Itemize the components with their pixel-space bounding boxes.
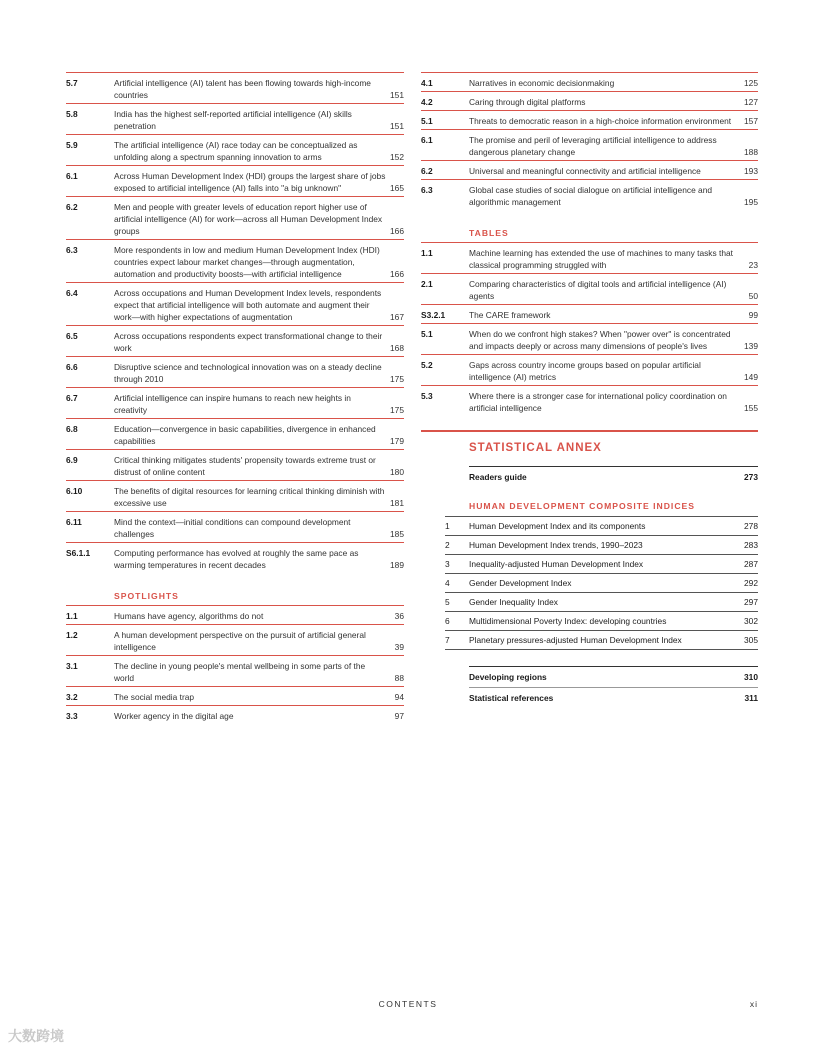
figure-page: 189 xyxy=(390,560,404,570)
index-number: 3 xyxy=(445,559,450,569)
spotlight-number: 1.1 xyxy=(66,611,78,621)
figure-entry[interactable] xyxy=(66,356,404,387)
spotlight-title: Universal and meaningful connectivity and artificial intelligence xyxy=(469,166,701,176)
index-entry[interactable] xyxy=(445,535,758,554)
spotlight-title: Global case studies of social dialogue on artificial intelligence and algorithmic management xyxy=(469,185,713,207)
developing-regions-entry[interactable] xyxy=(469,666,758,687)
readers-guide-entry[interactable] xyxy=(469,466,758,487)
figure-entry[interactable] xyxy=(66,480,404,511)
spotlights-heading: SPOTLIGHTS xyxy=(114,591,179,601)
figure-number: 6.8 xyxy=(66,424,78,434)
table-number: 2.1 xyxy=(421,279,433,289)
spotlight-number: 6.3 xyxy=(421,185,433,195)
figure-page: 166 xyxy=(390,226,404,236)
spotlight-number: 3.3 xyxy=(66,711,78,721)
table-entry[interactable] xyxy=(421,242,758,273)
spotlight-page: 193 xyxy=(744,166,758,176)
developing-regions-label: Developing regions xyxy=(469,672,547,682)
spotlight-title: Threats to democratic reason in a high-choice information environment xyxy=(469,116,732,126)
index-entry[interactable] xyxy=(445,630,758,649)
figure-title: More respondents in low and medium Human Development Index (HDI) countries expect labour market changes—through augmentation, automation and productivity boosts—with artificial intelligence xyxy=(114,245,380,279)
index-title: Multidimensional Poverty Index: developing countries xyxy=(469,616,667,626)
spotlight-entry[interactable] xyxy=(66,705,404,724)
table-page: 99 xyxy=(748,310,758,320)
figure-title: Across occupations respondents expect transformational change to their work xyxy=(114,331,383,353)
spotlight-page: 127 xyxy=(744,97,758,107)
table-title: The CARE framework xyxy=(469,310,551,320)
figure-title: Critical thinking mitigates students' propensity towards extreme trust or distrust of online content xyxy=(114,455,376,477)
figure-page: 151 xyxy=(390,90,404,100)
annex-extra-block xyxy=(421,666,758,708)
figure-page: 151 xyxy=(390,121,404,131)
spotlight-number: 4.1 xyxy=(421,78,433,88)
figure-page: 175 xyxy=(390,374,404,384)
index-page: 283 xyxy=(744,540,758,550)
table-number: 5.2 xyxy=(421,360,433,370)
figure-title: Artificial intelligence (AI) talent has been flowing towards high-income countries xyxy=(114,78,371,100)
spotlight-entry[interactable] xyxy=(421,72,758,91)
figure-page: 181 xyxy=(390,498,404,508)
figure-page: 166 xyxy=(390,269,404,279)
table-entry[interactable] xyxy=(421,304,758,323)
statistical-references-label: Statistical references xyxy=(469,693,554,703)
spotlight-title: The promise and peril of leveraging artificial intelligence to address dangerous planetary change xyxy=(469,135,717,157)
composite-indices-heading: HUMAN DEVELOPMENT COMPOSITE INDICES xyxy=(469,501,695,511)
spotlight-number: 1.2 xyxy=(66,630,78,640)
figure-number: 6.7 xyxy=(66,393,78,403)
spotlight-number: 3.1 xyxy=(66,661,78,671)
figure-entry[interactable] xyxy=(66,449,404,480)
spotlight-number: 3.2 xyxy=(66,692,78,702)
figure-number: 5.7 xyxy=(66,78,78,88)
figure-entry[interactable] xyxy=(66,511,404,542)
spotlight-page: 39 xyxy=(394,642,404,652)
figure-title: Education—convergence in basic capabilities, divergence in enhanced capabilities xyxy=(114,424,376,446)
figure-number: 5.8 xyxy=(66,109,78,119)
figure-number: 6.5 xyxy=(66,331,78,341)
spotlight-page: 97 xyxy=(394,711,404,721)
figure-title: Across Human Development Index (HDI) groups the largest share of jobs exposed to artificial intelligence (AI) falls into "a big unknown" xyxy=(114,171,386,193)
table-title: Machine learning has extended the use of machines to many tasks that classical programming struggled with xyxy=(469,248,733,270)
figure-page: 167 xyxy=(390,312,404,322)
index-entry[interactable] xyxy=(445,554,758,573)
statistical-annex-section xyxy=(421,430,758,708)
spotlight-page: 188 xyxy=(744,147,758,157)
spotlight-entry[interactable] xyxy=(421,129,758,160)
composite-indices-list xyxy=(421,516,758,649)
spotlight-number: 6.2 xyxy=(421,166,433,176)
index-number: 7 xyxy=(445,635,450,645)
index-page: 292 xyxy=(744,578,758,588)
index-page: 302 xyxy=(744,616,758,626)
table-title: When do we confront high stakes? When "power over" is concentrated and impacts deeply or across many dimensions of people's lives xyxy=(469,329,731,351)
spotlight-number: 6.1 xyxy=(421,135,433,145)
table-page: 155 xyxy=(744,403,758,413)
left-column xyxy=(66,72,404,724)
index-number: 4 xyxy=(445,578,450,588)
figure-page: 185 xyxy=(390,529,404,539)
table-title: Comparing characteristics of digital tools and artificial intelligence (AI) agents xyxy=(469,279,727,301)
table-page: 50 xyxy=(748,291,758,301)
figure-number: 6.3 xyxy=(66,245,78,255)
figure-number: S6.1.1 xyxy=(66,548,91,558)
figure-entry[interactable] xyxy=(66,134,404,165)
table-number: 1.1 xyxy=(421,248,433,258)
figure-entry[interactable] xyxy=(66,325,404,356)
figure-title: Artificial intelligence can inspire humans to reach new heights in creativity xyxy=(114,393,351,415)
index-number: 2 xyxy=(445,540,450,550)
index-page: 297 xyxy=(744,597,758,607)
figure-entry[interactable] xyxy=(66,282,404,325)
figure-title: Disruptive science and technological innovation was on a steady decline through 2010 xyxy=(114,362,382,384)
footer-page-number: xi xyxy=(749,999,758,1009)
index-entry[interactable] xyxy=(445,573,758,592)
index-title: Human Development Index trends, 1990–2023 xyxy=(469,540,643,550)
figure-page: 175 xyxy=(390,405,404,415)
figure-number: 5.9 xyxy=(66,140,78,150)
index-title: Gender Development Index xyxy=(469,578,572,588)
spotlight-title: Humans have agency, algorithms do not xyxy=(114,611,264,621)
figure-title: Computing performance has evolved at roughly the same pace as warming temperatures in recent decades xyxy=(114,548,359,570)
figures-list xyxy=(66,72,404,573)
spotlights-list xyxy=(66,605,404,724)
spotlight-number: 5.1 xyxy=(421,116,433,126)
tables-heading: TABLES xyxy=(469,228,509,238)
spotlight-title: Caring through digital platforms xyxy=(469,97,586,107)
footer-section-label: CONTENTS xyxy=(378,999,438,1009)
index-entry[interactable] xyxy=(445,516,758,535)
figure-entry[interactable] xyxy=(66,103,404,134)
spotlight-page: 88 xyxy=(394,673,404,683)
spotlight-page: 36 xyxy=(394,611,404,621)
figure-title: Across occupations and Human Development Index levels, respondents expect that artificial intelligence will both automate and augment their work—with higher expectations of augmentation xyxy=(114,288,382,322)
spotlight-entry[interactable] xyxy=(66,655,404,686)
figure-entry[interactable] xyxy=(66,239,404,282)
index-title: Gender Inequality Index xyxy=(469,597,558,607)
developing-regions-page: 310 xyxy=(744,672,758,682)
index-title: Human Development Index and its components xyxy=(469,521,646,531)
figure-number: 6.4 xyxy=(66,288,78,298)
readers-guide-page: 273 xyxy=(744,472,758,482)
spotlight-title: The decline in young people's mental wellbeing in some parts of the world xyxy=(114,661,366,683)
figure-page: 165 xyxy=(390,183,404,193)
figure-number: 6.9 xyxy=(66,455,78,465)
figure-number: 6.10 xyxy=(66,486,83,496)
index-number: 5 xyxy=(445,597,450,607)
index-page: 305 xyxy=(744,635,758,645)
index-page: 287 xyxy=(744,559,758,569)
table-page: 149 xyxy=(744,372,758,382)
figure-title: Men and people with greater levels of education report higher use of artificial intelligence (AI) for work—across all Human Development Index groups xyxy=(114,202,383,236)
spotlight-page: 157 xyxy=(744,116,758,126)
spotlight-entry[interactable] xyxy=(66,686,404,705)
table-entry[interactable] xyxy=(421,385,758,416)
spotlights-continued-list xyxy=(421,72,758,210)
index-number: 1 xyxy=(445,521,450,531)
spotlight-title: The social media trap xyxy=(114,692,195,702)
spotlight-entry[interactable] xyxy=(421,179,758,210)
spotlight-title: Worker agency in the digital age xyxy=(114,711,234,721)
figure-page: 152 xyxy=(390,152,404,162)
table-entry[interactable] xyxy=(421,354,758,385)
figure-number: 6.11 xyxy=(66,517,82,527)
statistical-annex-title: STATISTICAL ANNEX xyxy=(469,442,602,454)
table-number: 5.1 xyxy=(421,329,433,339)
tables-list xyxy=(421,242,758,416)
spotlight-title: A human development perspective on the pursuit of artificial general intelligence xyxy=(114,630,366,652)
figure-entry[interactable] xyxy=(66,72,404,103)
figure-number: 6.1 xyxy=(66,171,78,181)
spotlight-number: 4.2 xyxy=(421,97,433,107)
figure-title: Mind the context—initial conditions can compound development challenges xyxy=(114,517,351,539)
spotlight-entry[interactable] xyxy=(66,605,404,624)
table-number: 5.3 xyxy=(421,391,433,401)
readers-guide-label: Readers guide xyxy=(469,472,527,482)
figure-number: 6.6 xyxy=(66,362,78,372)
spotlight-page: 94 xyxy=(394,692,404,702)
watermark-logo: 大数跨境 xyxy=(8,1029,64,1045)
figure-entry[interactable] xyxy=(66,165,404,196)
table-title: Gaps across country income groups based on popular artificial intelligence (AI) metrics xyxy=(469,360,701,382)
spotlight-title: Narratives in economic decisionmaking xyxy=(469,78,615,88)
index-title: Inequality-adjusted Human Development Index xyxy=(469,559,644,569)
spotlight-page: 195 xyxy=(744,197,758,207)
figure-page: 179 xyxy=(390,436,404,446)
figure-entry[interactable] xyxy=(66,542,404,573)
figure-entry[interactable] xyxy=(66,418,404,449)
table-entry[interactable] xyxy=(421,273,758,304)
spotlight-entry[interactable] xyxy=(421,110,758,129)
table-entry[interactable] xyxy=(421,323,758,354)
statistical-references-entry[interactable] xyxy=(469,687,758,708)
statistical-references-page: 311 xyxy=(744,693,758,703)
figure-number: 6.2 xyxy=(66,202,78,212)
figure-title: India has the highest self-reported artificial intelligence (AI) skills penetration xyxy=(114,109,352,131)
figure-page: 180 xyxy=(390,467,404,477)
figure-entry[interactable] xyxy=(66,196,404,239)
index-entry[interactable] xyxy=(445,592,758,611)
spotlight-page: 125 xyxy=(744,78,758,88)
spotlight-entry[interactable] xyxy=(66,624,404,655)
index-page: 278 xyxy=(744,521,758,531)
index-entry[interactable] xyxy=(445,611,758,630)
index-title: Planetary pressures-adjusted Human Development Index xyxy=(469,635,682,645)
right-column xyxy=(421,72,758,708)
figure-entry[interactable] xyxy=(66,387,404,418)
index-number: 6 xyxy=(445,616,450,626)
spotlight-entry[interactable] xyxy=(421,91,758,110)
figure-title: The benefits of digital resources for learning critical thinking diminish with excessive use xyxy=(114,486,385,508)
table-number: S3.2.1 xyxy=(421,310,446,320)
table-page: 139 xyxy=(744,341,758,351)
table-page: 23 xyxy=(748,260,758,270)
figure-page: 168 xyxy=(390,343,404,353)
spotlight-entry[interactable] xyxy=(421,160,758,179)
table-title: Where there is a stronger case for international policy coordination on artificial intelligence xyxy=(469,391,727,413)
figure-title: The artificial intelligence (AI) race today can be conceptualized as unfolding along a spectrum spanning innovation to arms xyxy=(114,140,358,162)
